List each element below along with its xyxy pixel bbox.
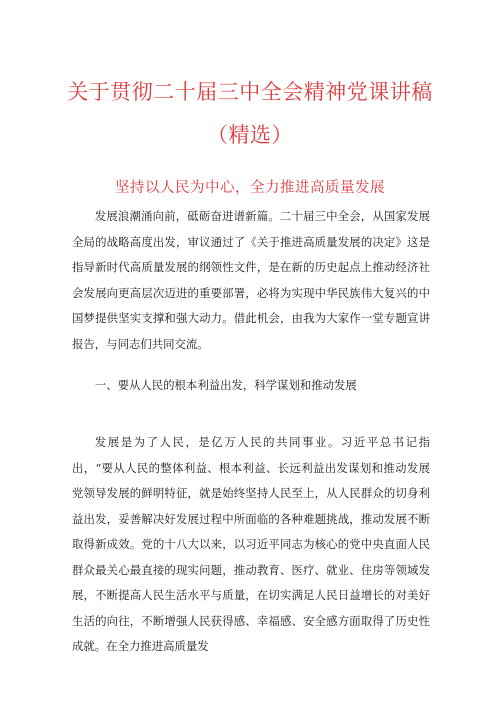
section-paragraph: 发展是为了人民，是亿万人民的共同事业。习近平总书记指出，“要从人民的整体利益、根本利益、长远利益出发谋划和推动发展党领导发展的鲜明特征，就是始终坚持人民至上，从人民群众的切身利益出发，妥善解决好发展过程中所面临的各种难题挑战，推动发展不断取得新成效。党的十八大以来，以习近平同志为核心的党中央直面人民群众最关心最直接的现实问题，推动教育、医疗、就业、住房等领域发展，不断提高人民生活水平与质量，在切实满足人民日益增长的对美好生活的向往，不断增强人民获得感、幸福感、安全感方面取得了历史性成就。在全力推进高质量发 (72, 435, 430, 653)
document-title-suffix: （精选） (207, 123, 293, 147)
section-heading: 一、要从人民的根本利益出发，科学谋划和推动发展 (94, 378, 357, 392)
document-subtitle: 坚持以人民为中心，全力推进高质量发展 (115, 180, 385, 196)
intro-paragraph: 发展浪潮涌向前，砥砺奋进谱新篇。二十届三中全会，从国家发展全局的战略高度出发，审议通过了《关于推进高质量发展的决定》这是指导新时代高质量发展的纲领性文件，是在新的历史起点上推动经济社会发展向更高层次迈进的重要部署，必将为实现中华民族伟大复兴的中国梦提供坚实支撑和强大动力。借此机会，由我为大家作一堂专题宣讲报告，与同志们共同交流。 (72, 209, 430, 351)
document-title: 关于贯彻二十届三中全会精神党课讲稿 (67, 80, 433, 104)
